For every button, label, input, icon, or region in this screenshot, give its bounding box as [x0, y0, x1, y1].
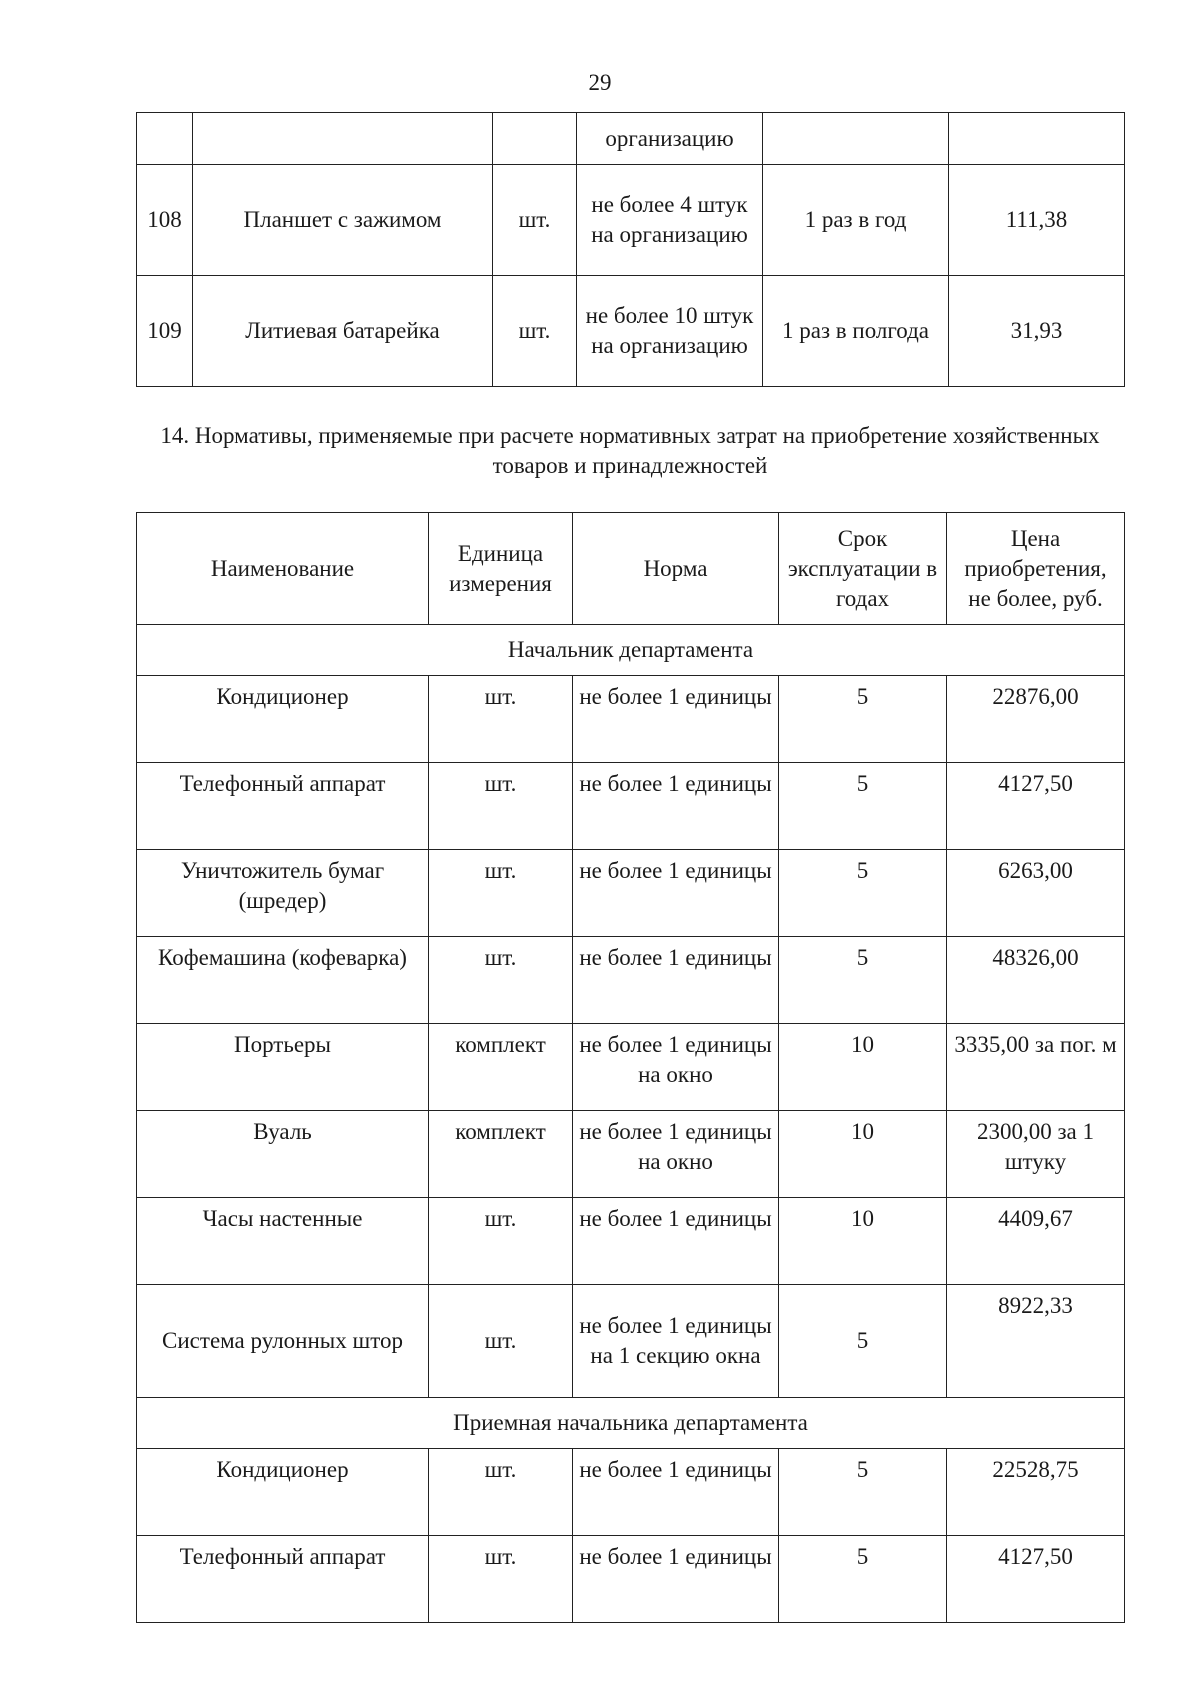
item-name: Кондиционер: [137, 676, 429, 763]
table-row: [137, 165, 1125, 276]
item-name: Уничтожитель бумаг (шредер): [137, 850, 429, 937]
item-name: Кофемашина (кофеварка): [137, 937, 429, 1024]
group-row: [137, 625, 1125, 676]
item-norm: организацию: [577, 113, 763, 165]
item-price: 4127,50: [947, 1536, 1125, 1623]
column-header-price: Цена приобретения, не более, руб.: [947, 513, 1125, 625]
item-price: 6263,00: [947, 850, 1125, 937]
group-title: Приемная начальника департамента: [137, 1398, 1125, 1449]
item-price: 22528,75: [947, 1449, 1125, 1536]
column-header-years: Срок эксплуатации в годах: [779, 513, 947, 625]
column-header-unit: Единица измерения: [429, 513, 573, 625]
item-price: 31,93: [949, 276, 1125, 387]
item-years: 5: [779, 1285, 947, 1398]
item-frequency: 1 раз в год: [763, 165, 949, 276]
table-row: [137, 937, 1125, 1024]
item-name: Портьеры: [137, 1024, 429, 1111]
item-price: 2300,00 за 1 штуку: [947, 1111, 1125, 1198]
item-unit: комплект: [429, 1024, 573, 1111]
item-norm: не более 1 единицы: [573, 1198, 779, 1285]
item-name: Часы настенные: [137, 1198, 429, 1285]
item-norm: не более 1 единицы на окно: [573, 1111, 779, 1198]
item-years: 5: [779, 850, 947, 937]
item-name: Телефонный аппарат: [137, 763, 429, 850]
item-name: Телефонный аппарат: [137, 1536, 429, 1623]
item-price: 8922,33: [947, 1285, 1125, 1398]
item-years: 5: [779, 1536, 947, 1623]
item-unit: шт.: [429, 1198, 573, 1285]
item-years: 10: [779, 1111, 947, 1198]
item-years: 5: [779, 763, 947, 850]
item-frequency: [763, 113, 949, 165]
item-name: Кондиционер: [137, 1449, 429, 1536]
table-row: [137, 1024, 1125, 1111]
item-norm: не более 1 единицы: [573, 676, 779, 763]
item-name: Планшет с зажимом: [193, 165, 493, 276]
item-frequency: 1 раз в полгода: [763, 276, 949, 387]
item-price: 111,38: [949, 165, 1125, 276]
item-unit: шт.: [429, 763, 573, 850]
table-row: [137, 850, 1125, 937]
item-norm: не более 1 единицы на 1 секцию окна: [573, 1285, 779, 1398]
item-years: 5: [779, 676, 947, 763]
item-name: Вуаль: [137, 1111, 429, 1198]
item-unit: шт.: [429, 850, 573, 937]
table-row: [137, 276, 1125, 387]
header-row: [137, 513, 1125, 625]
item-unit: шт.: [429, 1449, 573, 1536]
item-number: 108: [137, 165, 193, 276]
item-number: [137, 113, 193, 165]
item-unit: [493, 113, 577, 165]
item-price: 3335,00 за пог. м: [947, 1024, 1125, 1111]
household-goods-norms-table: [136, 512, 1125, 1623]
table-row: [137, 1111, 1125, 1198]
item-norm: не более 4 штук на организацию: [577, 165, 763, 276]
item-norm: не более 10 штук на организацию: [577, 276, 763, 387]
item-years: 5: [779, 937, 947, 1024]
item-norm: не более 1 единицы: [573, 850, 779, 937]
table-row: [137, 763, 1125, 850]
item-unit: шт.: [493, 276, 577, 387]
table-row: [137, 113, 1125, 165]
table-row: [137, 1198, 1125, 1285]
item-unit: комплект: [429, 1111, 573, 1198]
column-header-norm: Норма: [573, 513, 779, 625]
item-norm: не более 1 единицы: [573, 1536, 779, 1623]
group-title: Начальник департамента: [137, 625, 1125, 676]
item-price: [949, 113, 1125, 165]
item-years: 10: [779, 1024, 947, 1111]
item-unit: шт.: [429, 937, 573, 1024]
table-row: [137, 1449, 1125, 1536]
item-unit: шт.: [429, 676, 573, 763]
item-years: 5: [779, 1449, 947, 1536]
item-unit: шт.: [493, 165, 577, 276]
table-row: [137, 1536, 1125, 1623]
item-name: Система рулонных штор: [137, 1285, 429, 1398]
item-norm: не более 1 единицы на окно: [573, 1024, 779, 1111]
page-number: 29: [588, 70, 612, 95]
column-header-name: Наименование: [137, 513, 429, 625]
item-name: [193, 113, 493, 165]
section-heading: 14. Нормативы, применяемые при расчете нормативных затрат на приобретение хозяйственных товаров и принадлежностей: [160, 423, 1100, 478]
item-number: 109: [137, 276, 193, 387]
table-row: [137, 1285, 1125, 1398]
item-name: Литиевая батарейка: [193, 276, 493, 387]
item-price: 48326,00: [947, 937, 1125, 1024]
item-price: 22876,00: [947, 676, 1125, 763]
continued-items-table: [136, 112, 1125, 387]
table-row: [137, 676, 1125, 763]
item-unit: шт.: [429, 1536, 573, 1623]
item-years: 10: [779, 1198, 947, 1285]
item-price: 4409,67: [947, 1198, 1125, 1285]
item-price: 4127,50: [947, 763, 1125, 850]
group-row: [137, 1398, 1125, 1449]
item-norm: не более 1 единицы: [573, 937, 779, 1024]
item-unit: шт.: [429, 1285, 573, 1398]
item-norm: не более 1 единицы: [573, 1449, 779, 1536]
item-norm: не более 1 единицы: [573, 763, 779, 850]
